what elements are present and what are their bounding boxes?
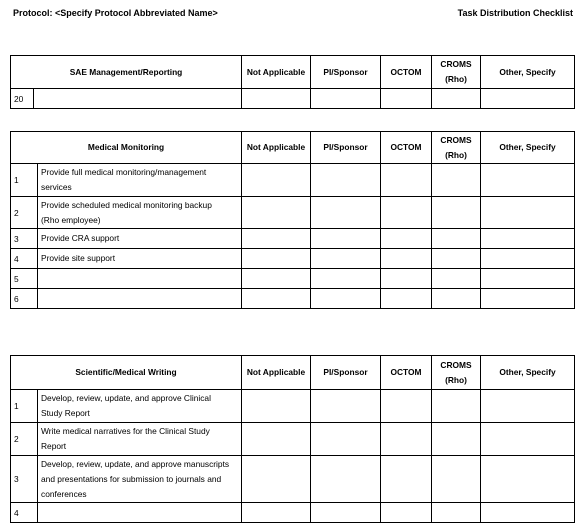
row-task[interactable] bbox=[38, 423, 242, 456]
cell-pi-sponsor[interactable] bbox=[311, 503, 381, 523]
cell-octom[interactable] bbox=[381, 164, 432, 197]
cell-other[interactable] bbox=[481, 197, 575, 229]
scientific-writing-table bbox=[10, 355, 575, 523]
cell-octom[interactable] bbox=[381, 89, 432, 109]
task-line: Write medical narratives for the Clinical Study bbox=[41, 426, 210, 436]
task-line: Provide full medical monitoring/management bbox=[41, 167, 207, 177]
cell-pi-sponsor[interactable] bbox=[311, 89, 381, 109]
row-task[interactable]: Provide site support bbox=[38, 249, 242, 269]
cell-not-applicable[interactable] bbox=[242, 289, 311, 309]
cell-croms[interactable] bbox=[432, 89, 481, 109]
cell-not-applicable[interactable] bbox=[242, 249, 311, 269]
row-task[interactable] bbox=[38, 503, 242, 523]
cell-pi-sponsor[interactable] bbox=[311, 456, 381, 503]
cell-octom[interactable] bbox=[381, 289, 432, 309]
cell-croms[interactable] bbox=[432, 269, 481, 289]
row-task[interactable]: Provide CRA support bbox=[38, 229, 242, 249]
col-croms bbox=[432, 56, 481, 89]
row-task[interactable] bbox=[38, 197, 242, 229]
task-line: Study Report bbox=[41, 408, 90, 418]
table-row bbox=[11, 456, 575, 503]
row-number: 2 bbox=[11, 423, 38, 456]
cell-other[interactable] bbox=[481, 89, 575, 109]
cell-croms[interactable] bbox=[432, 503, 481, 523]
cell-pi-sponsor[interactable] bbox=[311, 390, 381, 423]
row-number: 20 bbox=[11, 89, 34, 109]
cell-pi-sponsor[interactable] bbox=[311, 289, 381, 309]
cell-octom[interactable] bbox=[381, 390, 432, 423]
cell-croms[interactable] bbox=[432, 390, 481, 423]
table-row bbox=[11, 89, 575, 109]
cell-croms[interactable] bbox=[432, 456, 481, 503]
col-other: Other, Specify bbox=[481, 56, 575, 89]
col-croms bbox=[432, 356, 481, 390]
cell-octom[interactable] bbox=[381, 423, 432, 456]
row-number: 3 bbox=[11, 456, 38, 503]
col-other: Other, Specify bbox=[481, 132, 575, 164]
col-octom: OCTOM bbox=[381, 56, 432, 89]
row-number: 3 bbox=[11, 229, 38, 249]
sae-management-table bbox=[10, 55, 575, 109]
sae-heading: SAE Management/Reporting bbox=[11, 56, 242, 89]
cell-croms[interactable] bbox=[432, 423, 481, 456]
rho-label: (Rho) bbox=[445, 149, 467, 160]
col-not-applicable: Not Applicable bbox=[242, 56, 311, 89]
cell-croms[interactable] bbox=[432, 197, 481, 229]
table-row bbox=[11, 269, 575, 289]
cell-other[interactable] bbox=[481, 423, 575, 456]
cell-croms[interactable] bbox=[432, 164, 481, 197]
row-task[interactable] bbox=[38, 164, 242, 197]
row-number: 4 bbox=[11, 249, 38, 269]
cell-octom[interactable] bbox=[381, 229, 432, 249]
row-number: 1 bbox=[11, 390, 38, 423]
col-pi-sponsor: PI/Sponsor bbox=[311, 356, 381, 390]
cell-pi-sponsor[interactable] bbox=[311, 423, 381, 456]
cell-other[interactable] bbox=[481, 289, 575, 309]
cell-not-applicable[interactable] bbox=[242, 390, 311, 423]
medical-monitoring-table bbox=[10, 131, 575, 309]
col-other: Other, Specify bbox=[481, 356, 575, 390]
task-line: Develop, review, update, and approve Clinical bbox=[41, 393, 211, 403]
row-task[interactable] bbox=[38, 289, 242, 309]
col-octom: OCTOM bbox=[381, 356, 432, 390]
cell-octom[interactable] bbox=[381, 269, 432, 289]
cell-not-applicable[interactable] bbox=[242, 197, 311, 229]
table-row bbox=[11, 164, 575, 197]
cell-croms[interactable] bbox=[432, 289, 481, 309]
cell-octom[interactable] bbox=[381, 503, 432, 523]
cell-not-applicable[interactable] bbox=[242, 456, 311, 503]
cell-croms[interactable] bbox=[432, 229, 481, 249]
task-line: Develop, review, update, and approve manuscripts bbox=[41, 458, 230, 469]
table-row bbox=[11, 249, 575, 269]
row-task[interactable] bbox=[38, 269, 242, 289]
cell-other[interactable] bbox=[481, 249, 575, 269]
cell-pi-sponsor[interactable] bbox=[311, 229, 381, 249]
table-row bbox=[11, 229, 575, 249]
croms-label: CROMS bbox=[440, 59, 472, 69]
col-croms bbox=[432, 132, 481, 164]
table-row bbox=[11, 390, 575, 423]
cell-pi-sponsor[interactable] bbox=[311, 269, 381, 289]
task-line: (Rho employee) bbox=[41, 214, 101, 225]
cell-pi-sponsor[interactable] bbox=[311, 197, 381, 229]
cell-not-applicable[interactable] bbox=[242, 164, 311, 197]
cell-croms[interactable] bbox=[432, 249, 481, 269]
task-line: conferences bbox=[41, 488, 87, 499]
row-number: 6 bbox=[11, 289, 38, 309]
cell-not-applicable[interactable] bbox=[242, 503, 311, 523]
cell-pi-sponsor[interactable] bbox=[311, 249, 381, 269]
row-number: 5 bbox=[11, 269, 38, 289]
protocol-header: Protocol: <Specify Protocol Abbreviated Name> bbox=[13, 8, 218, 18]
cell-octom[interactable] bbox=[381, 456, 432, 503]
cell-other[interactable] bbox=[481, 456, 575, 503]
cell-other[interactable] bbox=[481, 503, 575, 523]
cell-pi-sponsor[interactable] bbox=[311, 164, 381, 197]
cell-octom[interactable] bbox=[381, 249, 432, 269]
task-line: Report bbox=[41, 441, 67, 451]
col-not-applicable: Not Applicable bbox=[242, 132, 311, 164]
cell-octom[interactable] bbox=[381, 197, 432, 229]
row-number: 4 bbox=[11, 503, 38, 523]
cell-other[interactable] bbox=[481, 390, 575, 423]
cell-other[interactable] bbox=[481, 229, 575, 249]
col-pi-sponsor: PI/Sponsor bbox=[311, 56, 381, 89]
col-octom: OCTOM bbox=[381, 132, 432, 164]
croms-label: CROMS bbox=[440, 134, 472, 145]
writing-heading: Scientific/Medical Writing bbox=[11, 356, 242, 390]
task-line: services bbox=[41, 182, 72, 192]
rho-label: (Rho) bbox=[445, 374, 467, 385]
task-line: Provide scheduled medical monitoring backup bbox=[41, 199, 212, 210]
task-line: and presentations for submission to journals and bbox=[41, 473, 222, 484]
table-row bbox=[11, 289, 575, 309]
table-row bbox=[11, 503, 575, 523]
col-not-applicable: Not Applicable bbox=[242, 356, 311, 390]
table-row bbox=[11, 197, 575, 229]
cell-not-applicable[interactable] bbox=[242, 229, 311, 249]
row-task[interactable] bbox=[38, 456, 242, 503]
croms-label: CROMS bbox=[440, 359, 472, 370]
col-pi-sponsor: PI/Sponsor bbox=[311, 132, 381, 164]
row-number: 2 bbox=[11, 197, 38, 229]
row-number: 1 bbox=[11, 164, 38, 197]
cell-not-applicable[interactable] bbox=[242, 269, 311, 289]
medical-heading: Medical Monitoring bbox=[11, 132, 242, 164]
table-row bbox=[11, 423, 575, 456]
cell-not-applicable[interactable] bbox=[242, 89, 311, 109]
rho-label: (Rho) bbox=[445, 74, 467, 84]
row-task[interactable] bbox=[38, 390, 242, 423]
cell-other[interactable] bbox=[481, 164, 575, 197]
row-task[interactable] bbox=[34, 89, 242, 109]
checklist-title: Task Distribution Checklist bbox=[457, 8, 573, 18]
cell-not-applicable[interactable] bbox=[242, 423, 311, 456]
cell-other[interactable] bbox=[481, 269, 575, 289]
